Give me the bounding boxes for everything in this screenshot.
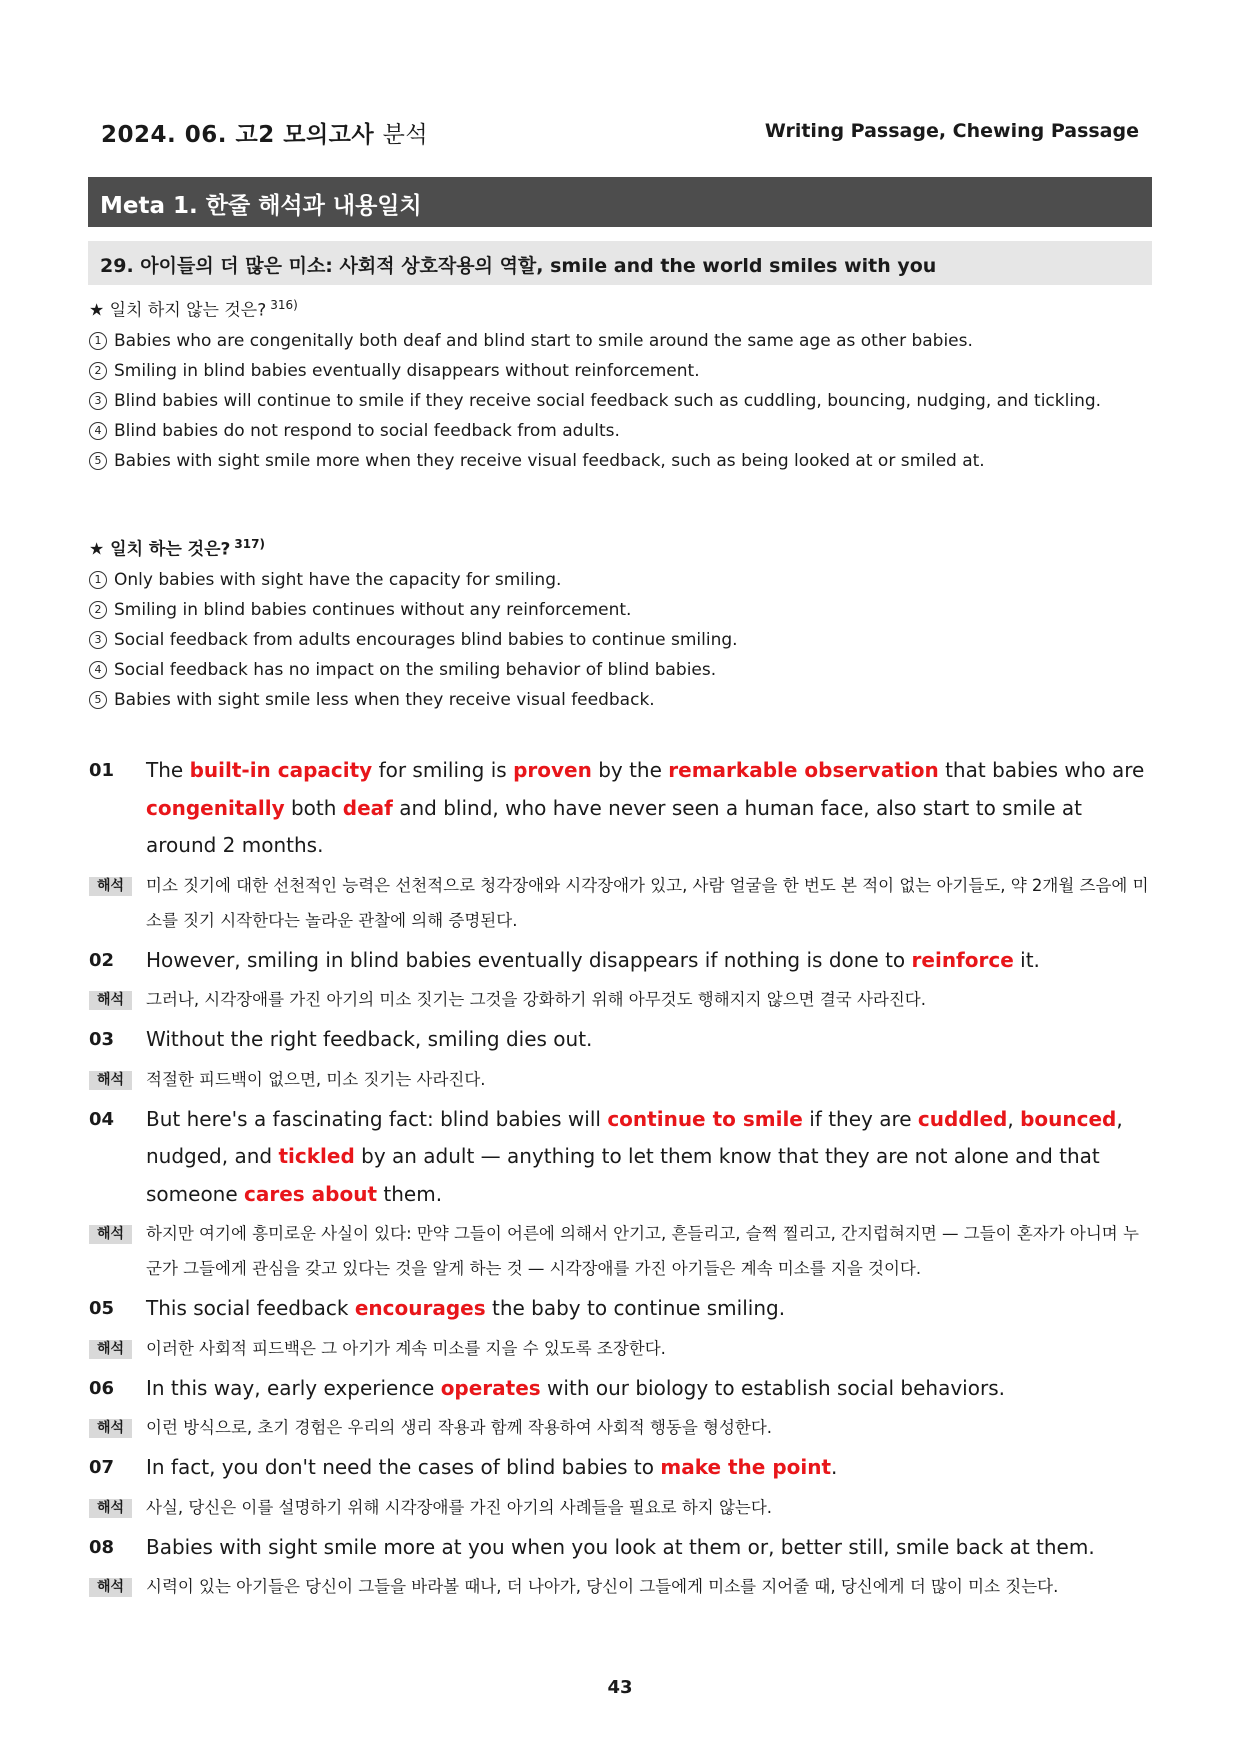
- key-phrase: congenitally: [146, 795, 285, 820]
- key-phrase: encourages: [354, 1296, 486, 1320]
- sentence-row: [89, 752, 1153, 865]
- section-title: Meta 1. 한줄 해석과 내용일치: [88, 177, 1152, 227]
- option-number-icon: 4: [89, 422, 107, 440]
- sentence-row: [89, 1529, 1153, 1567]
- sentence-row: [89, 1370, 1153, 1408]
- option-item: [89, 326, 1153, 356]
- sentence-fragment: In fact, you don't need the cases of blind babies to: [146, 1455, 661, 1479]
- sentence-fragment: In this way, early experience: [146, 1375, 441, 1400]
- translation-text: 이러한 사회적 피드백은 그 아기가 계속 미소를 지을 수 있도록 조장한다.: [146, 1338, 666, 1358]
- key-phrase: proven: [513, 758, 592, 782]
- key-phrase: built-in capacity: [189, 758, 373, 782]
- sentence-fragment: for smiling is: [372, 758, 514, 782]
- sentence-fragment: by an adult — anything to let them know that they are not alone and that someone: [146, 1144, 1100, 1206]
- sentence-row: [89, 1021, 1153, 1059]
- sentence-fragment: it.: [1013, 947, 1040, 972]
- sentence-row: [89, 1449, 1153, 1487]
- sentence-fragment: with our biology to establish social behaviors.: [540, 1375, 1005, 1400]
- translation-row: [89, 1216, 1153, 1286]
- exam-title: [101, 116, 428, 149]
- translation-badge: 해석: [89, 1340, 132, 1359]
- sentence-text: [146, 1455, 837, 1479]
- option-list: [89, 565, 1153, 715]
- question-block-mismatch: [89, 290, 1153, 476]
- sentence-row: [89, 1290, 1153, 1328]
- sentence-text: [146, 948, 1040, 972]
- translation-row: [89, 1490, 1153, 1525]
- sentence-number: 04: [89, 1108, 115, 1130]
- option-text: Babies with sight smile less when they receive visual feedback.: [114, 689, 655, 710]
- option-text: Social feedback has no impact on the smiling behavior of blind babies.: [114, 659, 717, 680]
- option-list: [89, 326, 1153, 476]
- option-item: [89, 565, 1153, 595]
- page-header: [101, 116, 1139, 152]
- exam-title-suffix: 분석: [382, 122, 429, 148]
- question-prompt: [89, 290, 1153, 326]
- option-number-icon: 4: [89, 661, 107, 679]
- option-item: [89, 685, 1153, 715]
- translation-row: [89, 982, 1153, 1017]
- translation-badge: 해석: [89, 1578, 132, 1597]
- key-phrase: make the point: [660, 1455, 832, 1479]
- translation-row: [89, 1410, 1153, 1445]
- option-number-icon: 1: [89, 571, 107, 589]
- sentence-fragment: the baby to continue smiling.: [485, 1296, 786, 1320]
- sentence-fragment: .: [831, 1455, 838, 1479]
- sentence-row: [89, 942, 1153, 980]
- translation-badge: 해석: [89, 1499, 132, 1518]
- footnote-ref: 316): [270, 298, 298, 312]
- translation-badge: 해석: [89, 991, 132, 1010]
- sentence-row: [89, 1101, 1153, 1214]
- sentence-text: [146, 1535, 1095, 1559]
- translation-row: [89, 868, 1153, 938]
- option-text: Blind babies do not respond to social feedback from adults.: [114, 420, 620, 441]
- translation-text: 그러나, 시각장애를 가진 아기의 미소 짓기는 그것을 강화하기 위해 아무것도 행해지지 않으면 결국 사라진다.: [146, 990, 926, 1009]
- sentence-fragment: them.: [377, 1181, 443, 1206]
- key-phrase: cuddled: [917, 1106, 1008, 1131]
- translation-row: [89, 1569, 1153, 1604]
- sentence-fragment: Without the right feedback, smiling dies out.: [146, 1027, 593, 1051]
- key-phrase: reinforce: [911, 947, 1014, 972]
- sentence-fragment: However, smiling in blind babies eventually disappears if nothing is done to: [146, 947, 912, 972]
- question-prompt: [89, 529, 1153, 565]
- key-phrase: remarkable observation: [668, 758, 939, 782]
- sentence-text: [146, 1296, 785, 1320]
- key-phrase: operates: [440, 1375, 541, 1400]
- sentence-number: 03: [89, 1029, 115, 1050]
- option-number-icon: 2: [89, 601, 107, 619]
- key-phrase: deaf: [342, 795, 393, 820]
- sentence-text: [146, 1107, 1123, 1206]
- sentence-fragment: that babies who are: [938, 758, 1145, 782]
- sentence-fragment: both: [284, 795, 343, 820]
- sentence-number: 07: [89, 1457, 115, 1478]
- option-text: Babies with sight smile more when they receive visual feedback, such as being looked at or smiled at.: [114, 450, 985, 471]
- option-item: [89, 625, 1153, 655]
- translation-text: 하지만 여기에 흥미로운 사실이 있다: 만약 그들이 어른에 의해서 안기고, 흔들리고, 슬쩍 찔리고, 간지럽혀지면 — 그들이 혼자가 아니며 누군가 그들에게 관심을 갖고 있다는 것을 알게 하는 것 — 시각장애를 가진 아기들은 계속 미소를 지을 것이다.: [146, 1224, 1139, 1278]
- translation-text: 미소 짓기에 대한 선천적인 능력은 선천적으로 청각장애와 시각장애가 있고, 사람 얼굴을 한 번도 본 적이 없는 아기들도, 약 2개월 즈음에 미소를 짓기 시작한다는 놀라운 관찰에 의해 증명된다.: [146, 875, 1149, 930]
- sentence-fragment: by the: [591, 758, 669, 782]
- question-block-match: [89, 529, 1153, 715]
- translation-badge: 해석: [89, 877, 132, 896]
- translation-badge: 해석: [89, 1419, 132, 1438]
- key-phrase: cares about: [244, 1181, 378, 1206]
- translation-text: 시력이 있는 아기들은 당신이 그들을 바라볼 때나, 더 나아가, 당신이 그들에게 미소를 지어줄 때, 당신에게 더 많이 미소 짓는다.: [146, 1577, 1059, 1596]
- translation-text: 이런 방식으로, 초기 경험은 우리의 생리 작용과 함께 작용하여 사회적 행동을 형성한다.: [146, 1418, 773, 1437]
- sentence-text: [146, 758, 1144, 857]
- translation-row: [89, 1331, 1153, 1366]
- translation-row: [89, 1062, 1153, 1097]
- option-item: [89, 386, 1153, 416]
- option-item: [89, 655, 1153, 685]
- option-text: Smiling in blind babies eventually disappears without reinforcement.: [114, 360, 700, 381]
- option-text: Smiling in blind babies continues without any reinforcement.: [114, 599, 632, 620]
- exam-title-main: 2024. 06. 고2 모의고사: [101, 122, 375, 148]
- passage-type: Writing Passage, Chewing Passage: [764, 120, 1139, 142]
- option-item: [89, 595, 1153, 625]
- sentence-fragment: The: [146, 758, 190, 782]
- question-prompt-text: ★ 일치 하는 것은?: [89, 539, 231, 560]
- sentence-fragment: , nudged, and: [146, 1106, 1123, 1168]
- question-prompt-text: ★ 일치 하지 않는 것은?: [89, 300, 267, 321]
- question-title: 29. 아이들의 더 많은 미소: 사회적 상호작용의 역할, smile and the world smiles with you: [88, 241, 1152, 285]
- option-text: Only babies with sight have the capacity for smiling.: [114, 569, 562, 590]
- option-number-icon: 1: [89, 332, 107, 350]
- sentence-number: 08: [89, 1536, 115, 1558]
- sentence-fragment: But here's a fascinating fact: blind babies will: [146, 1106, 608, 1131]
- translation-text: 사실, 당신은 이를 설명하기 위해 시각장애를 가진 아기의 사례들을 필요로 하지 않는다.: [146, 1497, 773, 1517]
- option-number-icon: 3: [89, 392, 107, 410]
- option-item: [89, 446, 1153, 476]
- sentence-number: 01: [89, 760, 115, 781]
- key-phrase: tickled: [278, 1144, 355, 1168]
- sentence-list: [89, 748, 1153, 1604]
- key-phrase: continue to smile: [607, 1106, 803, 1131]
- sentence-fragment: Babies with sight smile more at you when you look at them or, better still, smile back at them.: [146, 1534, 1095, 1559]
- option-text: Blind babies will continue to smile if they receive social feedback such as cuddling, bouncing, nudging, and tickling.: [114, 390, 1102, 411]
- sentence-number: 06: [89, 1377, 115, 1399]
- sentence-fragment: if they are: [802, 1106, 918, 1131]
- option-number-icon: 5: [89, 691, 107, 709]
- option-item: [89, 416, 1153, 446]
- translation-badge: 해석: [89, 1071, 132, 1090]
- option-number-icon: 3: [89, 631, 107, 649]
- sentence-number: 05: [89, 1298, 115, 1319]
- page-number: 43: [607, 1677, 633, 1698]
- sentence-fragment: and blind, who have never seen a human face, also start to smile at around 2 months.: [146, 795, 1082, 857]
- option-item: [89, 356, 1153, 386]
- option-text: Social feedback from adults encourages blind babies to continue smiling.: [114, 629, 738, 650]
- key-phrase: bounced: [1020, 1106, 1117, 1131]
- sentence-text: [146, 1376, 1005, 1400]
- option-number-icon: 2: [89, 362, 107, 380]
- footnote-ref: 317): [234, 537, 265, 551]
- sentence-fragment: This social feedback: [146, 1296, 355, 1320]
- translation-text: 적절한 피드백이 없으면, 미소 짓기는 사라진다.: [146, 1069, 486, 1089]
- sentence-fragment: ,: [1007, 1106, 1021, 1131]
- sentence-number: 02: [89, 949, 115, 971]
- sentence-text: [146, 1027, 592, 1051]
- option-number-icon: 5: [89, 452, 107, 470]
- translation-badge: 해석: [89, 1225, 132, 1244]
- option-text: Babies who are congenitally both deaf and blind start to smile around the same age as other babies.: [114, 330, 973, 351]
